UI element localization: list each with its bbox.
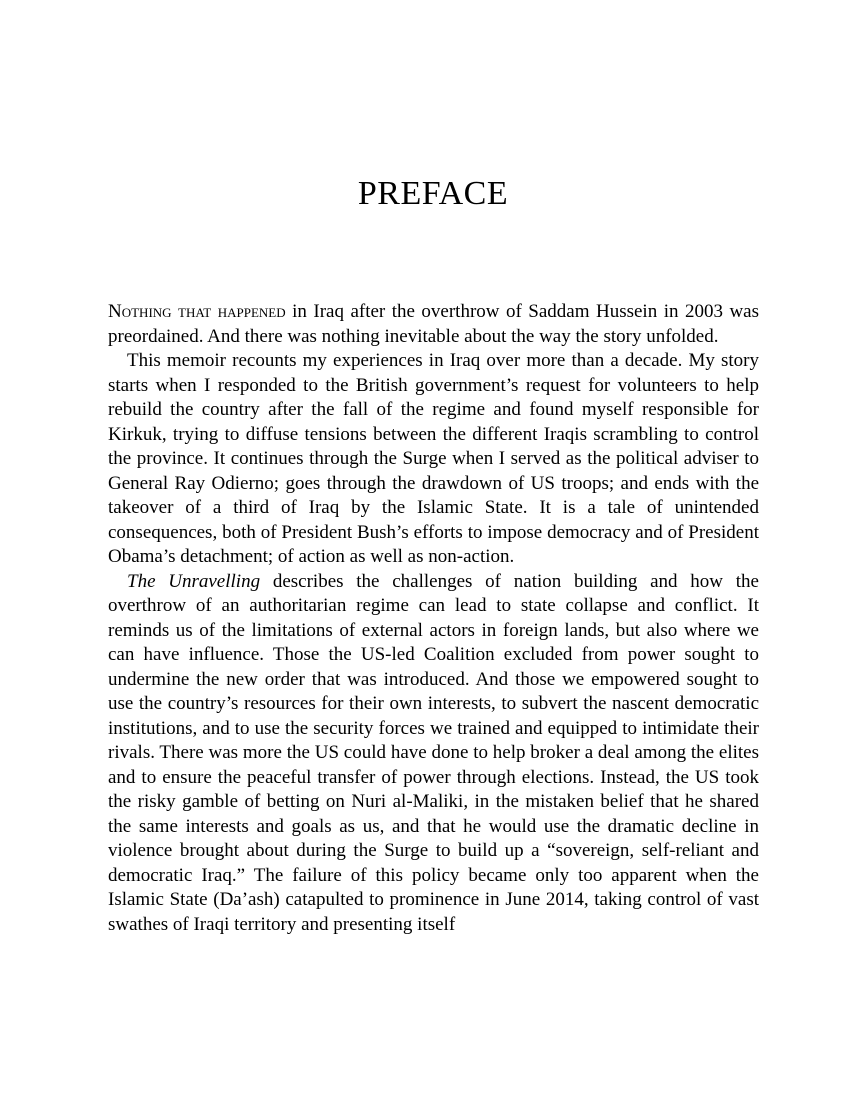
paragraph-1-text: in Iraq after the overthrow of Saddam Hussein in 2003 was preordained. And there was nothing inevitable about the way the story unfolded. — [108, 301, 759, 347]
paragraph-2 — [108, 349, 759, 570]
chapter-body — [108, 300, 759, 937]
chapter-title: PREFACE — [357, 175, 509, 212]
paragraph-3-text: describes the challenges of nation building and how the overthrow of an authoritarian regime can lead to state collapse and conflict. It reminds us of the limitations of external actors in foreign lands, but also where we can have influence. Those the US-led Coalition excluded from power sought to undermine the new order that was introduced. And those we empowered sought to use the country’s resources for their own interests, to subvert the nascent democratic institutions, and to use the security forces we trained and equipped to intimidate their rivals. There was more the US could have done to help broker a deal among the elites and to ensure the peaceful transfer of power through elections. Instead, the US took the risky gamble of betting on Nuri al-Maliki, in the mistaken belief that he shared the same interests and goals as us, and that he would use the dramatic decline in violence brought about during the Surge to build up a “sovereign, self-reliant and democratic Iraq.” The failure of this policy became only too apparent when the Islamic State (Da’ash) catapulted to prominence in June 2014, taking control of vast swathes of Iraqi territory and presenting itself — [108, 570, 759, 935]
paragraph-2-text: This memoir recounts my experiences in Iraq over more than a decade. My story starts when I responded to the British government’s request for volunteers to help rebuild the country after the fall of the regime and found myself responsible for Kirkuk, trying to diffuse tensions between the different Iraqis scrambling to control the province. It continues through the Surge when I served as the political adviser to General Ray Odierno; goes through the drawdown of US troops; and ends with the takeover of a third of Iraq by the Islamic State. It is a tale of unintended consequences, both of President Bush’s efforts to impose democracy and of President Obama’s detachment; of action as well as non-action. — [108, 350, 759, 567]
opening-small-caps: Nothing that happened — [108, 301, 286, 322]
paragraph-3 — [108, 570, 759, 938]
paragraph-1 — [108, 300, 759, 349]
book-title-italic: The Unravelling — [127, 570, 261, 592]
